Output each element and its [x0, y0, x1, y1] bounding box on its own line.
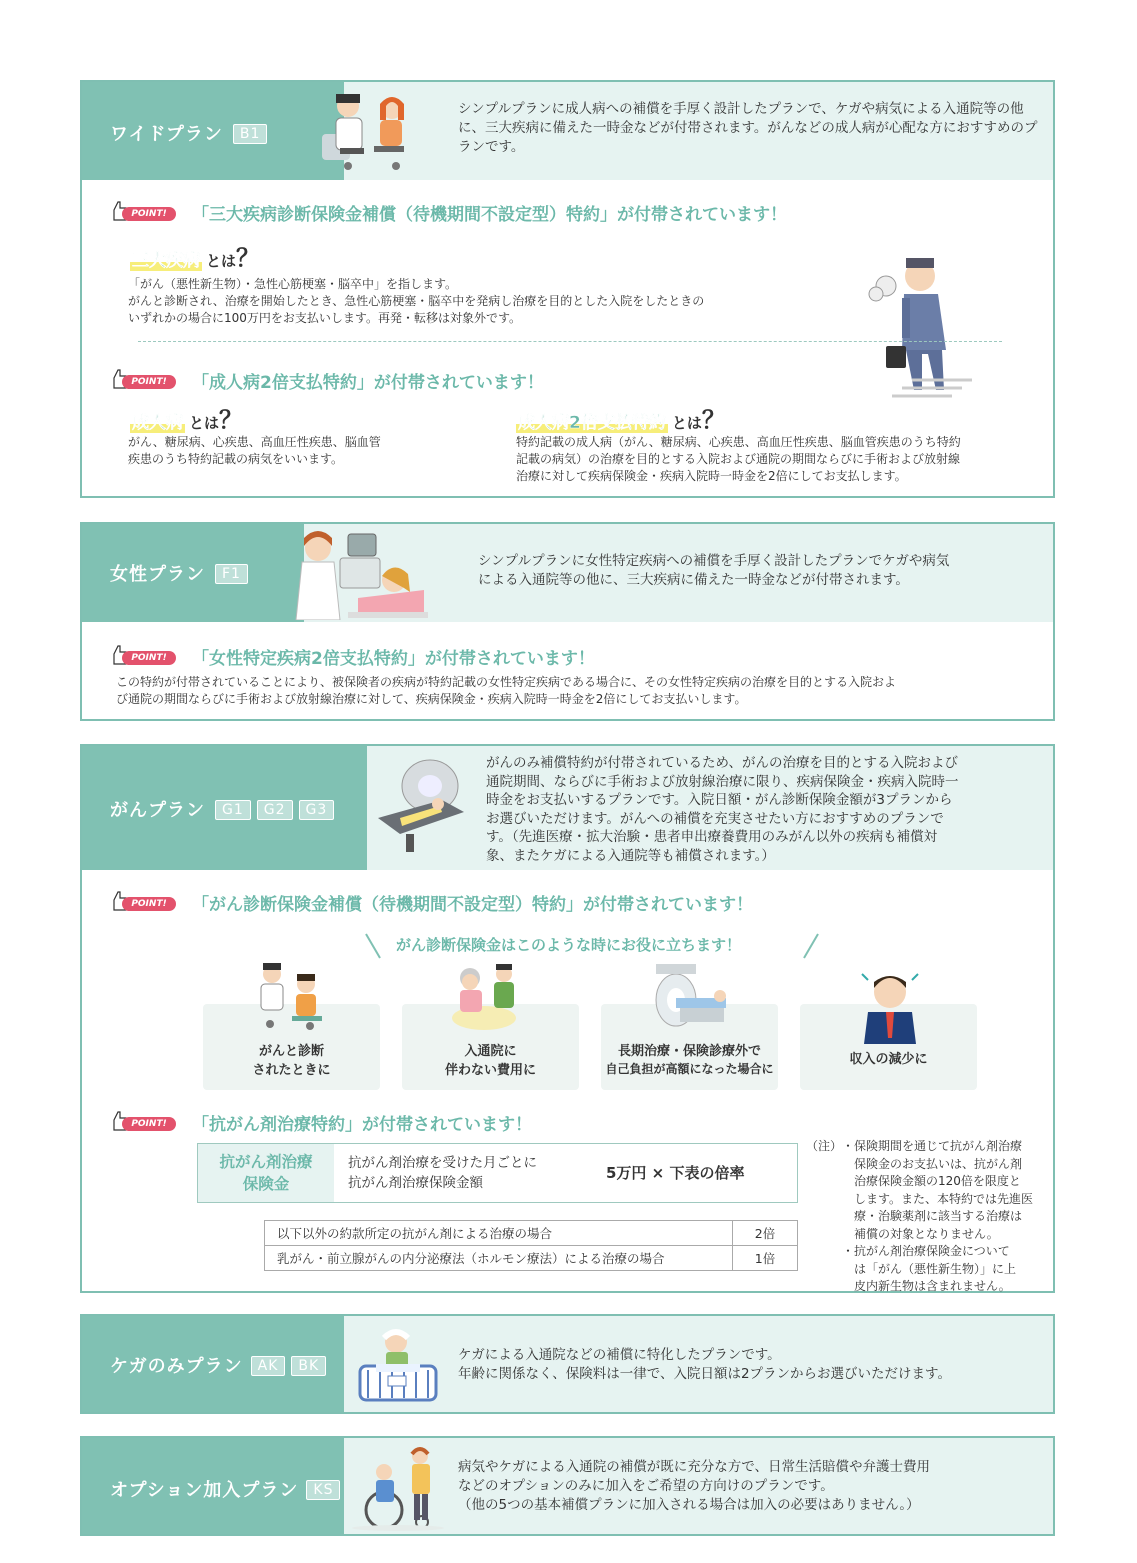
- plan-code-badge: KS: [306, 1480, 340, 1500]
- plan-title: オプション加入プラン KS: [110, 1476, 340, 1502]
- table-cell: 乳がん・前立腺がんの内分泌療法（ホルモン療法）による治療の場合: [265, 1246, 733, 1271]
- term-heading: 成人病2倍支払特約 とは？: [518, 406, 726, 434]
- term-description: 特約記載の成人病（がん、糖尿病、心疾患、高血圧性疾患、脳血管疾患のうち特約 記載の病気）の治療を目的とする入院および通院の期間ならびに手術および放射線 治療に対して疾病保険金・疾病入院時一時金を2倍にしてお支払します。: [516, 435, 961, 483]
- table-cell: 1倍: [733, 1246, 798, 1271]
- point-row: [110, 368, 544, 393]
- term-heading: 三大疾病 とは？: [132, 244, 261, 272]
- usage-box: 収入の減少に: [800, 1004, 977, 1090]
- point-row: [110, 890, 753, 915]
- wide-plan-header: [82, 82, 1053, 180]
- usage-box: 長期治療・保険診療外で 自己負担が高額になった場合に: [601, 1004, 778, 1090]
- plan-title: ワイドプラン B1: [110, 120, 267, 146]
- plan-code-badge: F1: [215, 564, 248, 584]
- term-description: がん、糖尿病、心疾患、高血圧性疾患、脳血管 疾患のうち特約記載の病気をいいます。: [128, 435, 381, 466]
- point-heading: 「三大疾病診断保険金補償（待機期間不設定型）特約」が付帯されています！: [192, 205, 787, 225]
- plan-description: ケガによる入通院などの補償に特化したプランです。 年齢に関係なく、保険料は一律で、入院日額は2プランからお選びいただけます。: [458, 1347, 951, 1382]
- point-icon: POINT!: [110, 648, 176, 666]
- wide-plan-card: [80, 80, 1055, 498]
- plan-code-badge: G2: [257, 800, 293, 820]
- point-icon: POINT!: [110, 1114, 176, 1132]
- wheelchair-illustration: [348, 1442, 448, 1532]
- injury-plan-card: [80, 1314, 1055, 1414]
- cancer-plan-card: [80, 744, 1055, 1293]
- point-heading: 「女性特定疾病2倍支払特約」が付帯されています！: [192, 649, 595, 669]
- worried-man-illustration: [858, 968, 922, 1046]
- useful-caption: がん診断保険金はこのような時にお役に立ちます！: [396, 936, 742, 954]
- diagnosis-illustration: [250, 960, 330, 1032]
- note-marker: （注）: [806, 1139, 843, 1153]
- point-icon: POINT!: [110, 372, 176, 390]
- plan-description: 病気やケガによる入通院の補償が既に充分な方で、日常生活賠償や弁護士費用 などのオプションのみに加入をご希望の方向けのプランです。 （他の5つの基本補償プランに加入される場合は加入の必要はありません。）: [458, 1459, 930, 1513]
- point-row: [110, 644, 595, 669]
- term-heading: 成人病 とは？: [132, 406, 244, 434]
- cancer-plan-header: [82, 746, 1053, 870]
- table-row: [265, 1246, 798, 1271]
- usage-box: がんと診断 されたときに: [203, 1004, 380, 1090]
- hospital-visit-illustration: [448, 960, 528, 1032]
- point-heading: 「成人病2倍支払特約」が付帯されています！: [192, 373, 544, 393]
- section-divider: [138, 341, 1002, 342]
- note-text: ・保険期間を通じて抗がん剤治療 保険金のお支払いは、抗がん剤 治療保険金額の120倍を限度と します。また、本特約では先進医 療・治験薬剤に該当する治療は 補償の対象となりません。: [842, 1139, 1034, 1241]
- plan-code-badge: G1: [215, 800, 251, 820]
- plan-title: がんプラン G1 G2 G3: [110, 796, 334, 822]
- point-row: [110, 1110, 532, 1135]
- table-cell: 2倍: [733, 1221, 798, 1246]
- plan-description: シンプルプランに成人病への補償を手厚く設計したプランで、ケガや病気による入通院等の他に、三大疾病に備えた一時金などが付帯されます。がんなどの成人病が心配な方におすすめのプランです。: [458, 101, 1038, 155]
- radiation-therapy-illustration: [372, 756, 468, 856]
- benefit-formula-box: [197, 1143, 798, 1203]
- slash-right-decoration: [800, 932, 820, 960]
- option-plan-card: [80, 1436, 1055, 1536]
- table-cell: 以下以外の約款所定の抗がん剤による治療の場合: [265, 1221, 733, 1246]
- point-heading: 「抗がん剤治療特約」が付帯されています！: [192, 1115, 532, 1135]
- plan-code-badge: BK: [291, 1356, 326, 1376]
- usage-box: 入通院に 伴わない費用に: [402, 1004, 579, 1090]
- doctor-consultation-illustration: [318, 90, 418, 174]
- plan-description: シンプルプランに女性特定疾病への補償を手厚く設計したプランでケガや病気 による入通院等の他に、三大疾病に備えた一時金などが付帯されます。: [478, 553, 950, 588]
- note-text: ・抗がん剤治療保険金について は「がん（悪性新生物）」に上 皮内新生物は含まれません。: [842, 1244, 1017, 1293]
- plan-title: 女性プラン F1: [110, 560, 248, 586]
- hospital-bed-illustration: [356, 1320, 440, 1408]
- plan-code-badge: B1: [233, 124, 268, 144]
- point-heading: 「がん診断保険金補償（待機期間不設定型）特約」が付帯されています！: [192, 895, 753, 915]
- chest-pain-man-illustration: [862, 250, 992, 400]
- plan-code-badge: G3: [299, 800, 335, 820]
- point-row: [110, 200, 787, 225]
- mri-scan-illustration: [650, 960, 730, 1032]
- plan-title: ケガのみプラン AK BK: [110, 1352, 326, 1378]
- injury-plan-header: [82, 1316, 1053, 1412]
- female-plan-card: [80, 522, 1055, 721]
- benefit-formula: 5万円 × 下表の倍率: [606, 1164, 745, 1182]
- female-plan-header: [82, 524, 1053, 622]
- plan-description: がんのみ補償特約が付帯されているため、がんの治療を目的とする入院および 通院期間、ならびに手術および放射線治療に限り、疾病保険金・疾病入院時一 時金をお支払いするプランです。入院日額・がん診断保険金額が3プランから お選びいただけます。がんへの補償を充実させたい方におすすめのプランで す。（先進医療・拡大治験・患者申出療養費用のみがん以外の疾病も補償対 象、またケガによる入通院等も補償されます。）: [486, 755, 959, 864]
- benefit-label: 抗がん剤治療 保険金: [198, 1144, 334, 1202]
- benefit-condition: 抗がん剤治療を受けた月ごとに 抗がん剤治療保険金額: [348, 1155, 537, 1191]
- ultrasound-exam-illustration: [288, 528, 428, 620]
- option-plan-header: [82, 1438, 1053, 1534]
- point-icon: POINT!: [110, 894, 176, 912]
- rider-description: この特約が付帯されていることにより、被保険者の疾病が特約記載の女性特定疾病である場合に、その女性特定疾病の治療を目的とする入院およ び通院の期間ならびに手術および放射線治療に対して、疾病保険金・疾病入院時一時金を2倍にしてお支払いします。: [116, 675, 897, 706]
- slash-left-decoration: [364, 932, 384, 960]
- multiplier-table: [264, 1220, 798, 1271]
- table-row: [265, 1221, 798, 1246]
- plan-code-badge: AK: [251, 1356, 286, 1376]
- term-description: 「がん（悪性新生物）・急性心筋梗塞・脳卒中」を指します。 がんと診断され、治療を開始したとき、急性心筋梗塞・脳卒中を発病し治療を目的とした入院をしたときの いずれかの場合に100万円をお支払いします。再発・転移は対象外です。: [128, 277, 705, 325]
- point-icon: POINT!: [110, 204, 176, 222]
